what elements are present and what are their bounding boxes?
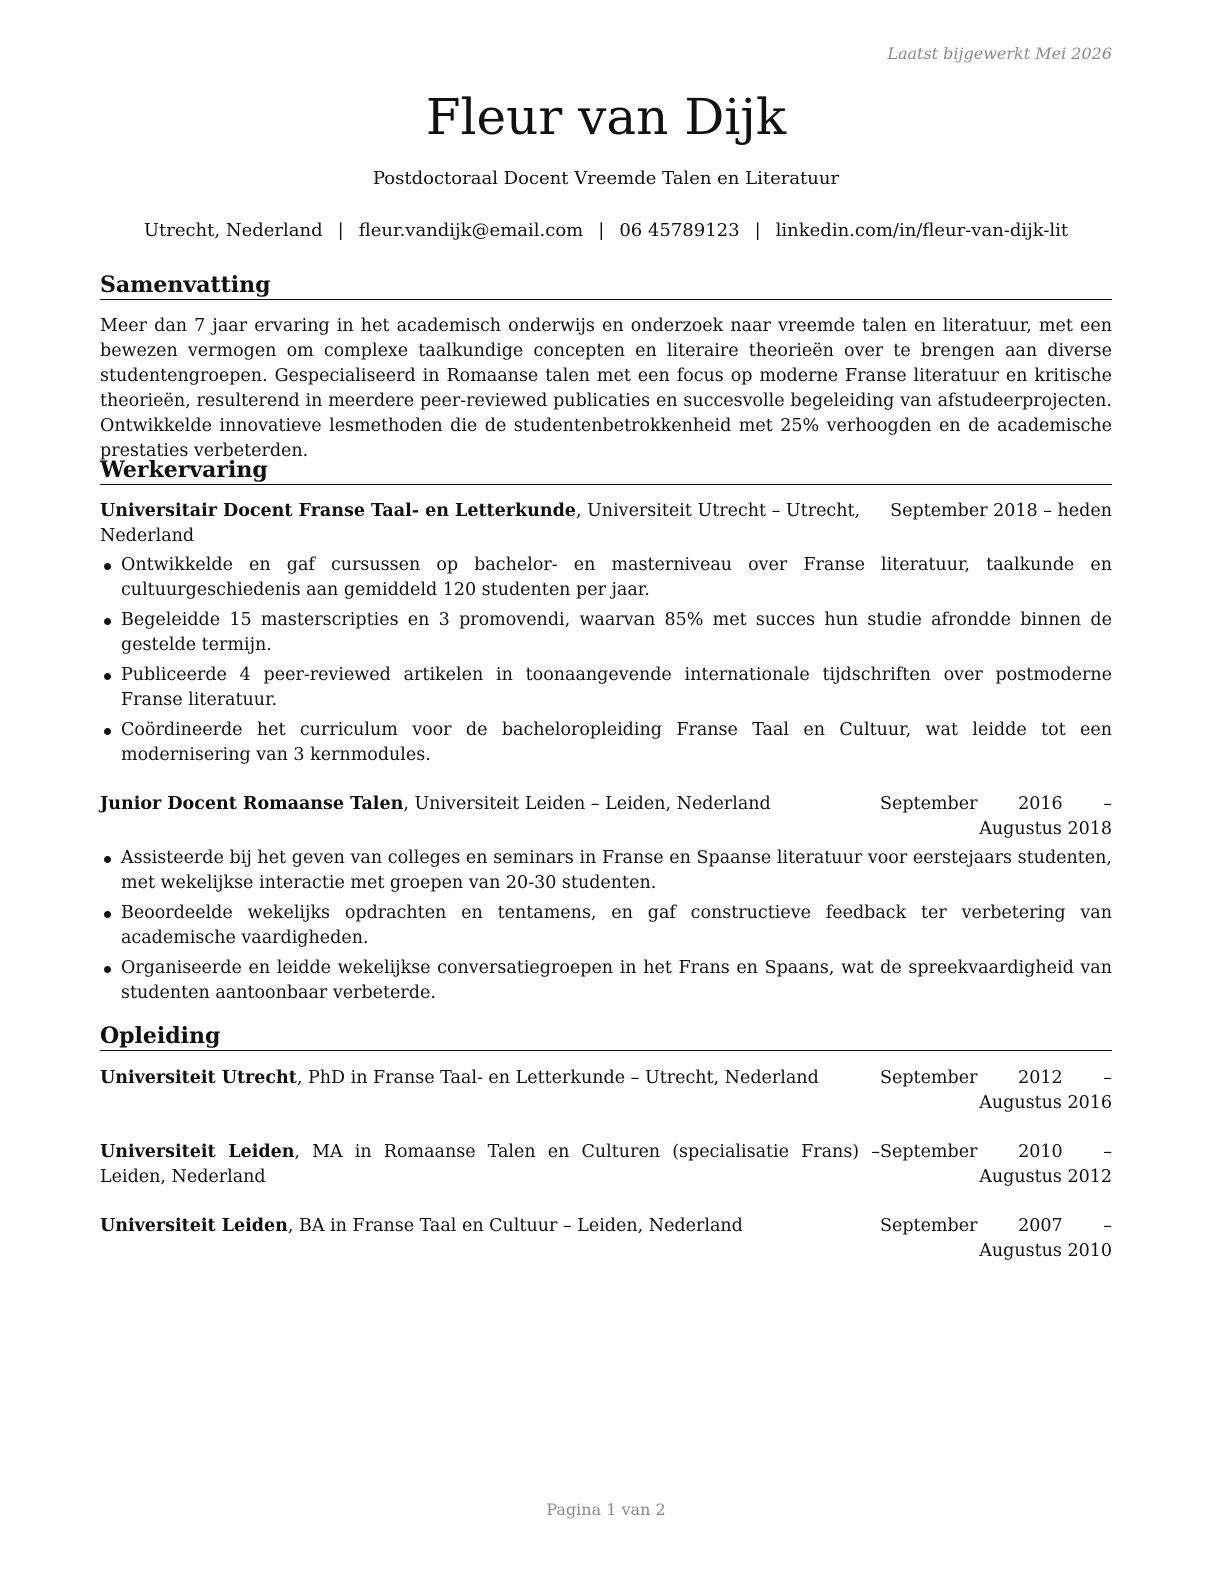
list-item <box>100 718 1112 768</box>
bullet-icon <box>104 856 111 863</box>
education-dates: September 2007 – Augustus 2010 <box>880 1216 1112 1261</box>
education-header <box>100 1214 1112 1264</box>
job-title: Junior Docent Romaanse Talen <box>100 794 404 814</box>
contact-separator: | <box>754 220 761 241</box>
contact-separator: | <box>598 220 605 241</box>
education-entry <box>100 1066 1112 1116</box>
bullet-icon <box>104 966 111 973</box>
job-dates: September 2018 – heden <box>890 501 1112 521</box>
resume-page <box>100 0 1112 1584</box>
contact-email[interactable]: fleur.vandijk@email.com <box>358 220 584 241</box>
education-entry <box>100 1214 1112 1264</box>
list-item <box>100 608 1112 658</box>
bullet-text: Publiceerde 4 peer-reviewed artikelen in toonaangevende internationale tijdschriften over postmoderne Franse literatuur. <box>121 665 1112 710</box>
job-bullets <box>100 553 1112 768</box>
education-degree-line <box>100 1066 880 1091</box>
education-entry <box>100 1140 1112 1190</box>
education-degree-line <box>100 1140 880 1190</box>
summary-text: Meer dan 7 jaar ervaring in het academisch onderwijs en onderzoek naar vreemde talen en literatuur, met een bewezen vermogen om complexe taalkundige concepten en literaire theorieën over te brengen aan diverse studentengroepen. Gespecialiseerd in Romaanse talen met een focus op moderne Franse literatuur en kritische theorieën, resulterend in meerdere peer-reviewed publicaties en succesvolle begeleiding van afstudeerprojecten. Ontwikkelde innovatieve lesmethoden die de studentenbetrokkenheid met 25% verhoogden en de academische prestaties verbeterden. <box>100 316 1112 461</box>
contact-phone: 06 45789123 <box>619 220 740 241</box>
education-school: Universiteit Leiden <box>100 1142 295 1162</box>
education-heading: Opleiding <box>100 1022 1112 1051</box>
education-dates: September 2012 – Augustus 2016 <box>880 1068 1112 1113</box>
education-dates: September 2010 – Augustus 2012 <box>880 1142 1112 1187</box>
list-item <box>100 553 1112 603</box>
page-number: Pagina 1 van 2 <box>546 1500 666 1519</box>
job-entry <box>100 792 1112 1011</box>
education-school: Universiteit Leiden <box>100 1216 288 1236</box>
job-title-line <box>100 499 890 549</box>
bullet-text: Organiseerde en leidde wekelijkse conversatiegroepen in het Frans en Spaans, wat de spreekvaardigheid van studenten aantoonbaar verbeterde. <box>121 958 1112 1003</box>
candidate-subtitle: Postdoctoraal Docent Vreemde Talen en Literatuur <box>372 168 840 189</box>
job-employer: , Universiteit Utrecht – Utrecht, Nederland <box>100 501 861 546</box>
job-employer: , Universiteit Leiden – Leiden, Nederland <box>403 794 771 814</box>
bullet-text: Assisteerde bij het geven van colleges en seminars in Franse en Spaanse literatuur voor eerstejaars studenten, met wekelijkse interactie met groepen van 20-30 studenten. <box>121 848 1112 893</box>
education-degree: , PhD in Franse Taal- en Letterkunde – Utrecht, Nederland <box>296 1068 819 1088</box>
candidate-name: Fleur van Dijk <box>425 88 787 146</box>
list-item <box>100 956 1112 1006</box>
contact-separator: | <box>337 220 344 241</box>
summary-heading: Samenvatting <box>100 271 1112 300</box>
experience-heading: Werkervaring <box>100 456 1112 485</box>
list-item <box>100 846 1112 896</box>
job-header <box>100 499 1112 549</box>
job-header <box>100 792 1112 842</box>
list-item <box>100 901 1112 951</box>
education-degree: , BA in Franse Taal en Cultuur – Leiden, Nederland <box>287 1216 743 1236</box>
bullet-icon <box>104 673 111 680</box>
bullet-text: Begeleidde 15 masterscripties en 3 promovendi, waarvan 85% met succes hun studie afrondde binnen de gestelde termijn. <box>121 610 1112 655</box>
education-school: Universiteit Utrecht <box>100 1068 297 1088</box>
contact-linkedin[interactable]: linkedin.com/in/fleur-van-dijk-lit <box>775 220 1069 241</box>
job-title-line <box>100 792 880 817</box>
bullet-text: Coördineerde het curriculum voor de bacheloropleiding Franse Taal en Cultuur, wat leidde tot een modernisering van 3 kernmodules. <box>121 720 1112 765</box>
job-bullets <box>100 846 1112 1006</box>
bullet-icon <box>104 563 111 570</box>
job-dates: September 2016 – Augustus 2018 <box>880 794 1112 839</box>
job-title: Universitair Docent Franse Taal- en Letterkunde <box>100 501 576 521</box>
contact-location: Utrecht, Nederland <box>143 220 323 241</box>
list-item <box>100 663 1112 713</box>
bullet-icon <box>104 728 111 735</box>
job-entry <box>100 499 1112 773</box>
bullet-icon <box>104 911 111 918</box>
education-header <box>100 1140 1112 1190</box>
bullet-text: Beoordeelde wekelijks opdrachten en tentamens, en gaf constructieve feedback ter verbetering van academische vaardigheden. <box>121 903 1112 948</box>
last-updated-note: Laatst bijgewerkt Mei 2026 <box>887 44 1112 63</box>
education-header <box>100 1066 1112 1116</box>
education-degree-line <box>100 1214 880 1239</box>
bullet-icon <box>104 618 111 625</box>
education-degree: , MA in Romaanse Talen en Culturen (specialisatie Frans) – Leiden, Nederland <box>100 1142 880 1187</box>
bullet-text: Ontwikkelde en gaf cursussen op bachelor- en masterniveau over Franse literatuur, taalkunde en cultuurgeschiedenis aan gemiddeld 120 studenten per jaar. <box>121 555 1112 600</box>
contact-line <box>100 218 1112 244</box>
